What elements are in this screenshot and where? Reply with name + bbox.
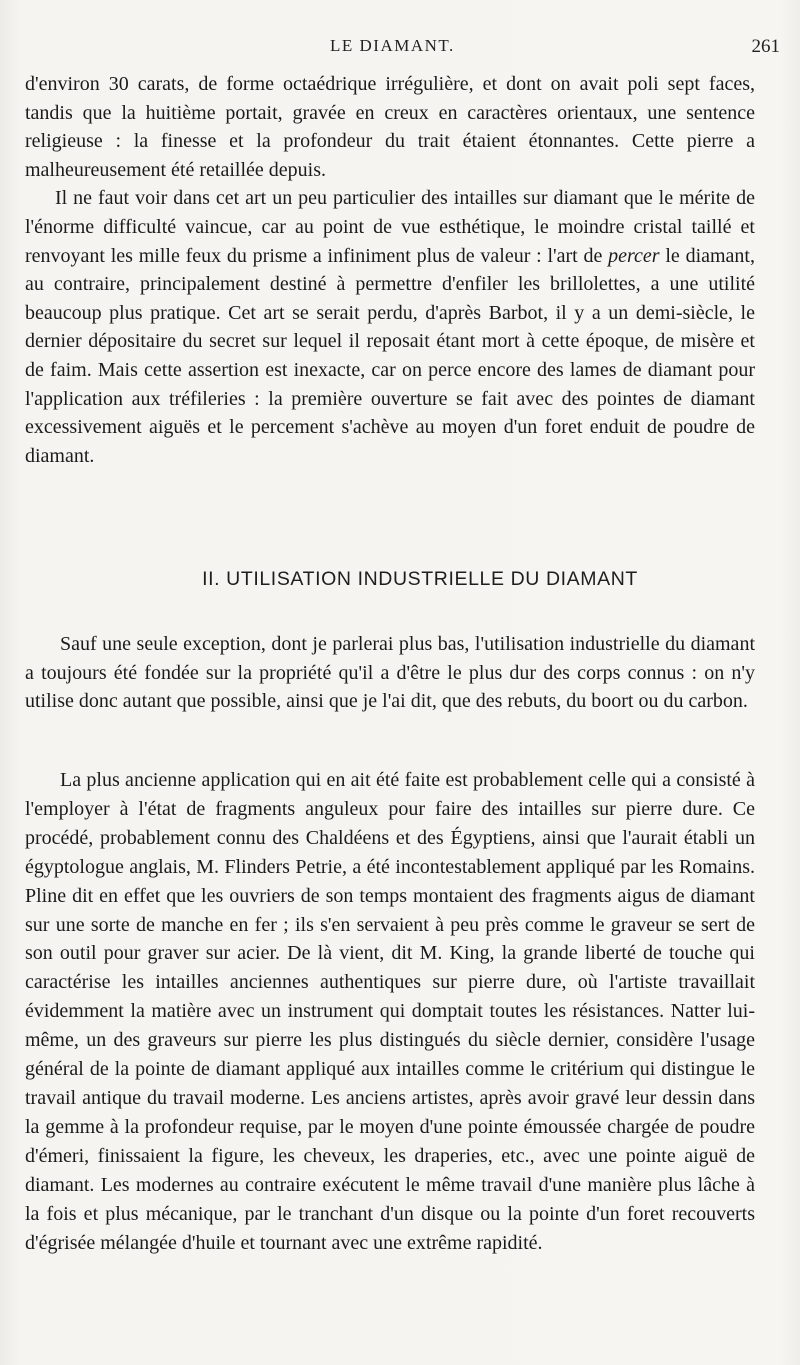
section-body	[25, 766, 755, 1257]
paragraph-industrial-use: Sauf une seule exception, dont je parlerai plus bas, l'utilisation industrielle du diamant a toujours été fondée sur la propriété qu'il a d'être le plus dur des corps connus : on n'y utilise donc autant que possible, ainsi que je l'ai dit, que des rebuts, du boort ou du carbon.	[25, 633, 755, 713]
continued-section-text	[25, 70, 755, 470]
running-title: LE DIAMANT.	[330, 36, 455, 55]
paragraph-continued: d'environ 30 carats, de forme octaédrique irrégulière, et dont on avait poli sept faces, tandis que la huitième portait, gravée en creux en caractères orientaux, une sentence religieuse : la finesse et la profondeur du trait étaient étonnantes. Cette pierre a malheureusement été retaillée depuis.	[25, 73, 755, 181]
paragraph-text-part-2: le diamant, au contraire, principalement destiné à permettre d'enfiler les brillolettes, a une utilité beaucoup plus pratique. Cet art se serait perdu, d'après Barbot, il y a un demi-siècle, le dernier dépositaire du secret sur lequel il reposait étant mort à cette époque, de misère et de faim. Mais cette assertion est inexacte, car on perce encore des lames de diamant pour l'application aux tréfileries : la première ouverture se fait avec des pointes de diamant excessivement aiguës et le percement s'achève au moyen d'un foret enduit de poudre de diamant.	[25, 244, 755, 467]
paragraph-engraving-history: La plus ancienne application qui en ait été faite est probablement celle qui a consisté à l'employer à l'état de fragments anguleux pour faire des intailles sur pierre dure. Ce procédé, probablement connu des Chaldéens et des Égyptiens, ainsi que l'aurait établi un égyptologue anglais, M. Flinders Petrie, a été incontestablement appliqué par les Romains. Pline dit en effet que les ouvriers de son temps montaient des fragments aigus de diamant sur une sorte de manche en fer ; ils s'en servaient à peu près comme le graveur se sert de son outil pour graver sur acier. De là vient, dit M. King, la grande liberté de touche qui caractérise les intailles anciennes authentiques sur pierre dure, où l'artiste travaillait évidemment la matière avec un instrument qui domptait toutes les résistances. Natter lui-même, un des graveurs sur pierre les plus distingués du siècle dernier, considère l'usage général de la pointe de diamant appliqué aux intailles comme le critérium qui distingue le travail antique du travail moderne. Les anciens artistes, après avoir gravé leur dessin dans la gemme à la profondeur requise, par le moyen d'une pointe émoussée chargée de poudre d'émeri, finissaient la figure, les cheveux, les draperies, etc., avec une pointe aiguë de diamant. Les modernes au contraire exécutent le même travail d'une manière plus lâche à la fois et plus mécanique, par le tranchant d'un disque ou la pointe d'un foret recouverts d'égrisée mélangée d'huile et tournant avec une extrême rapidité.	[25, 769, 755, 1254]
section-heading-text: II. UTILISATION INDUSTRIELLE DU DIAMANT	[202, 568, 638, 591]
paragraph-text-part-1: Il ne faut voir dans cet art un peu particulier des intailles sur diamant que le mérite de l'énorme difficulté vaincue, car au point de vue esthétique, le moindre cristal taillé et renvoyant les mille feux du prisme a infiniment plus de valeur : l'art de	[25, 187, 755, 267]
section-intro	[25, 630, 755, 716]
section-heading	[0, 568, 800, 591]
paragraph-drilling-art	[25, 184, 755, 470]
italic-term-percer: percer	[608, 244, 660, 267]
page-number: 261	[751, 36, 780, 57]
running-header	[0, 36, 800, 62]
